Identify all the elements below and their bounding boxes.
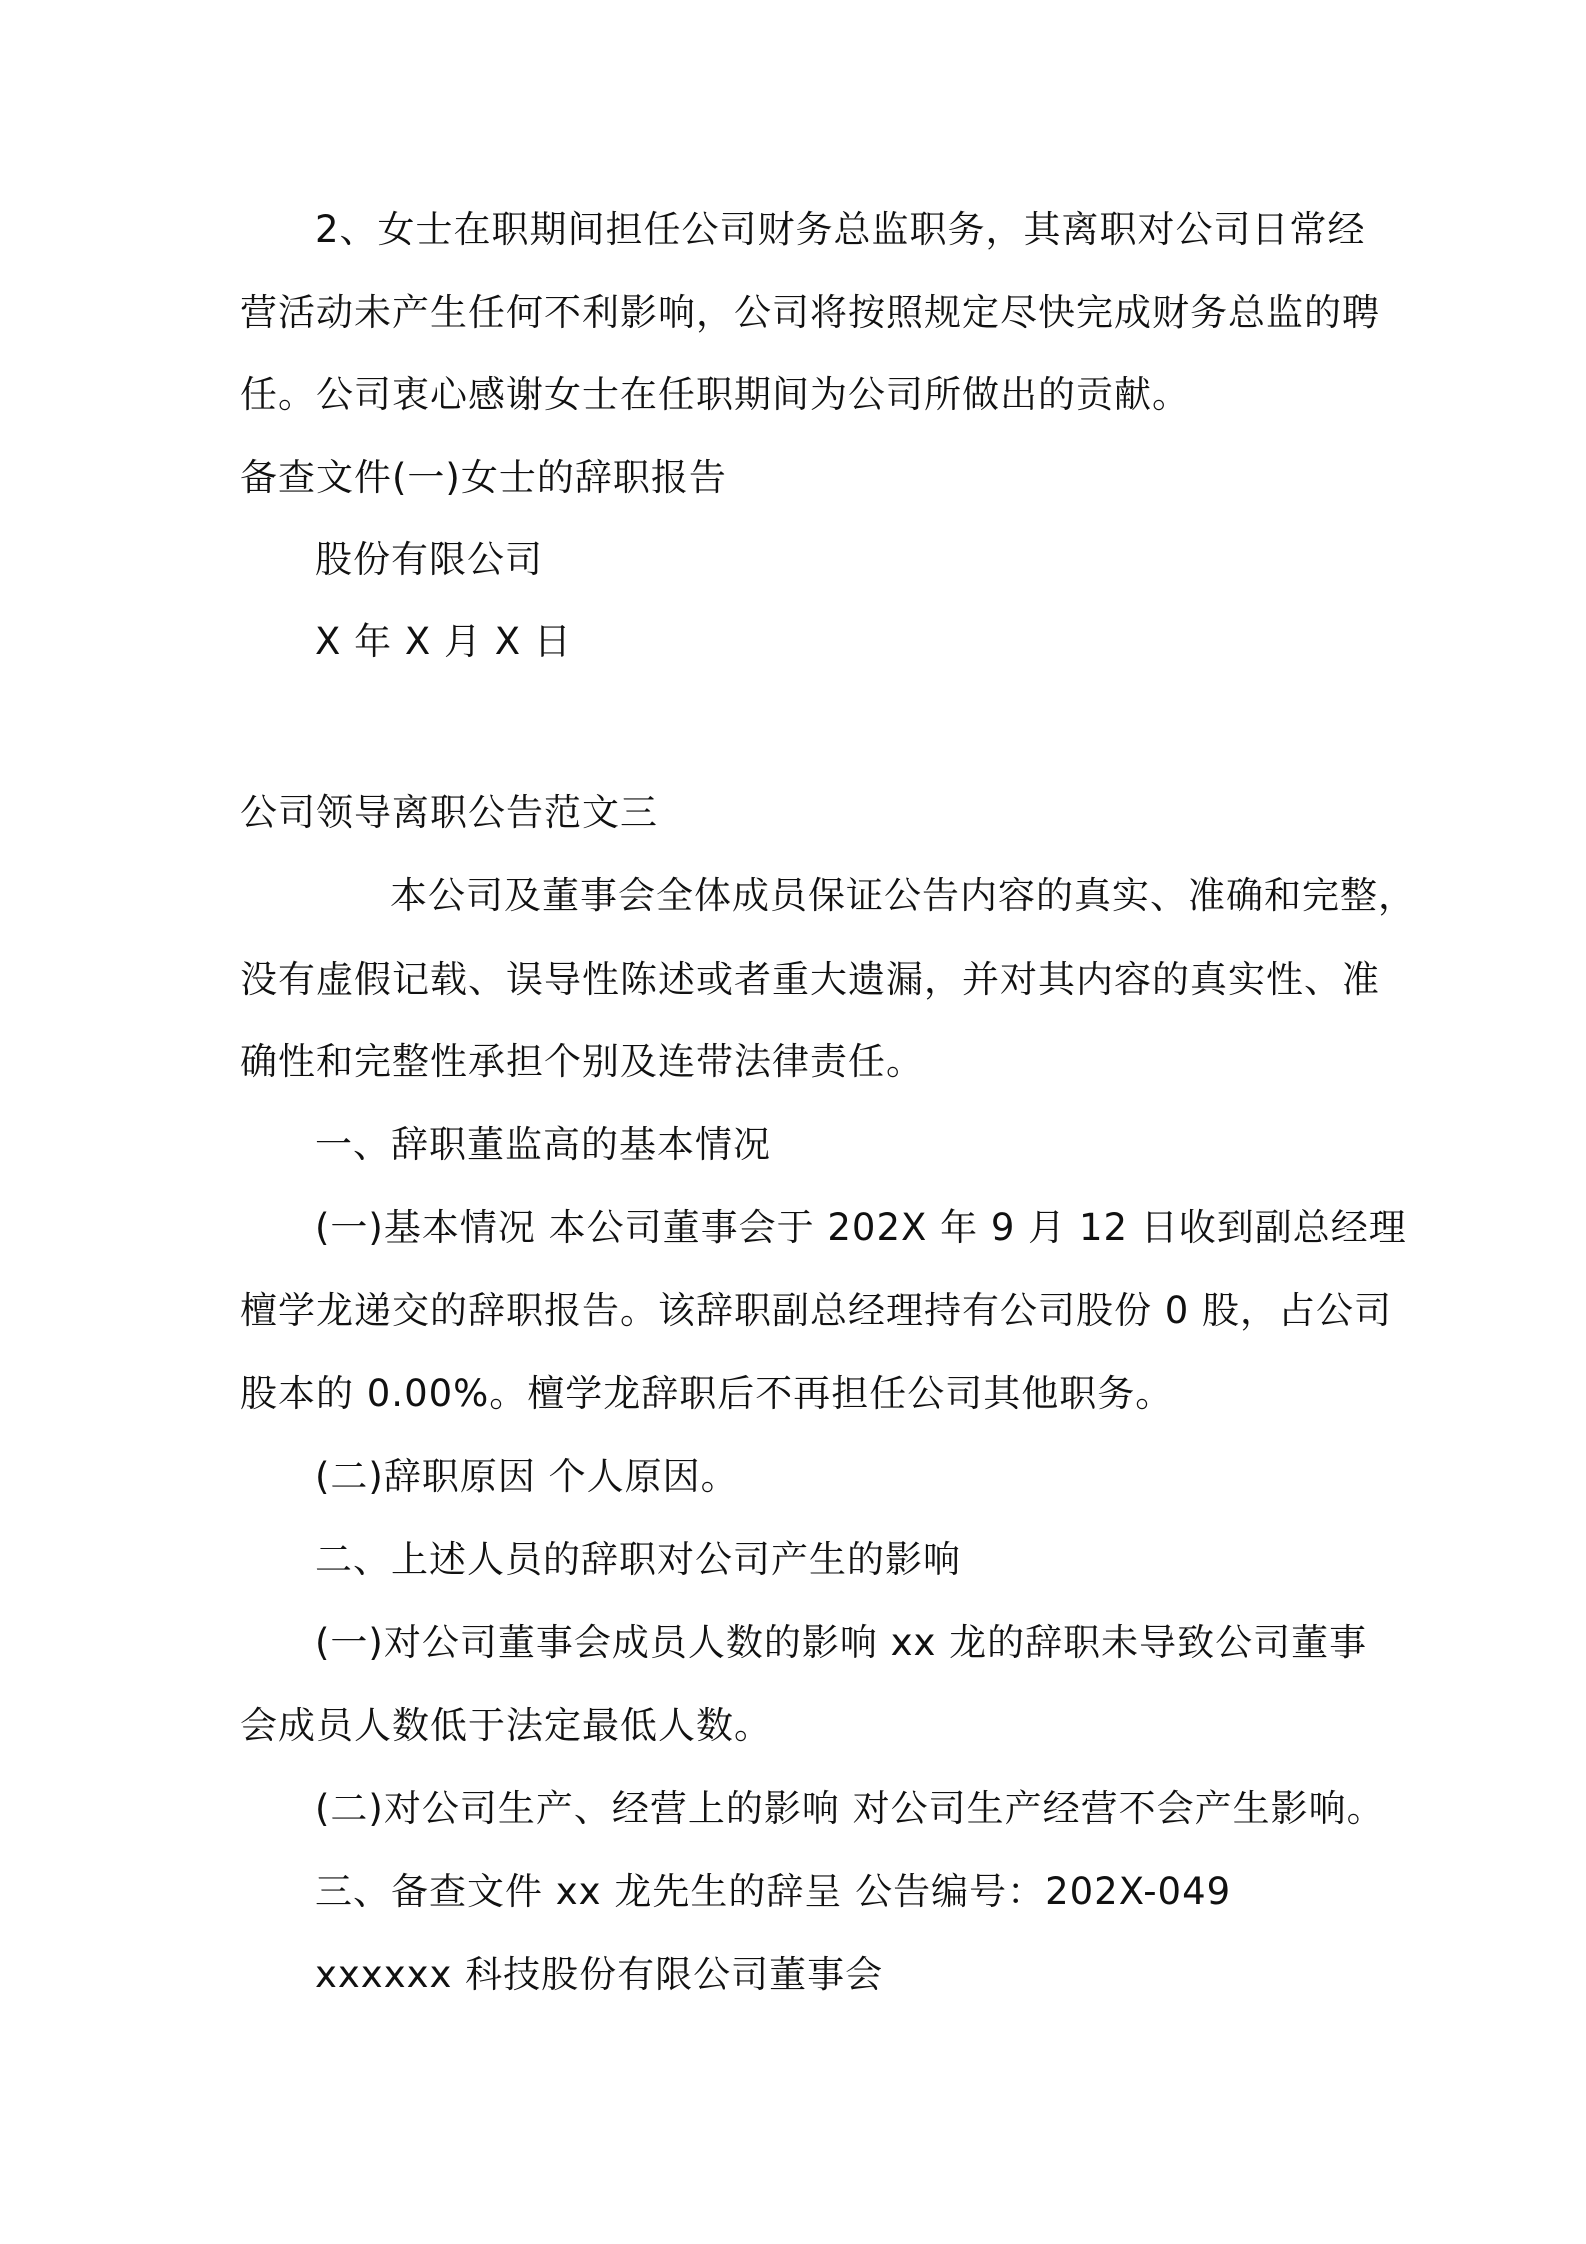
statement-line-2: 没有虚假记载、误导性陈述或者重大遗漏，并对其内容的真实性、准 — [240, 958, 1380, 1001]
impact-board-line-1: (一)对公司董事会成员人数的影响 xx 龙的辞职未导致公司董事 — [315, 1621, 1368, 1664]
statement-line-1: 本公司及董事会全体成员保证公告内容的真实、准确和完整， — [390, 874, 1416, 917]
heading-2: 二、上述人员的辞职对公司产生的影响 — [315, 1538, 961, 1581]
reason-line: (二)辞职原因 个人原因。 — [315, 1455, 739, 1498]
date-line: X 年 X 月 X 日 — [315, 620, 572, 663]
heading-3: 三、备查文件 xx 龙先生的辞呈 公告编号：202X-049 — [315, 1870, 1232, 1913]
heading-1: 一、辞职董监高的基本情况 — [315, 1123, 771, 1166]
basic-line-1: (一)基本情况 本公司董事会于 202X 年 9 月 12 日收到副总经理 — [315, 1206, 1407, 1249]
basic-line-2: 檀学龙递交的辞职报告。该辞职副总经理持有公司股份 0 股，占公司 — [240, 1289, 1393, 1332]
paragraph-2-line-1: 2、女士在职期间担任公司财务总监职务，其离职对公司日常经 — [315, 208, 1366, 251]
paragraph-2-line-3: 任。公司衷心感谢女士在任职期间为公司所做出的贡献。 — [240, 373, 1190, 416]
signature-line: xxxxxx 科技股份有限公司董事会 — [315, 1953, 884, 1996]
impact-ops-line: (二)对公司生产、经营上的影响 对公司生产经营不会产生影响。 — [315, 1787, 1385, 1830]
backup-file-line: 备查文件(一)女士的辞职报告 — [240, 456, 727, 499]
paragraph-2-line-2: 营活动未产生任何不利影响，公司将按照规定尽快完成财务总监的聘 — [240, 291, 1380, 334]
impact-board-line-2: 会成员人数低于法定最低人数。 — [240, 1704, 772, 1747]
company-name: 股份有限公司 — [315, 538, 543, 581]
basic-line-3: 股本的 0.00%。檀学龙辞职后不再担任公司其他职务。 — [240, 1372, 1174, 1415]
section-title: 公司领导离职公告范文三 — [240, 791, 658, 834]
statement-line-3: 确性和完整性承担个别及连带法律责任。 — [240, 1040, 924, 1083]
